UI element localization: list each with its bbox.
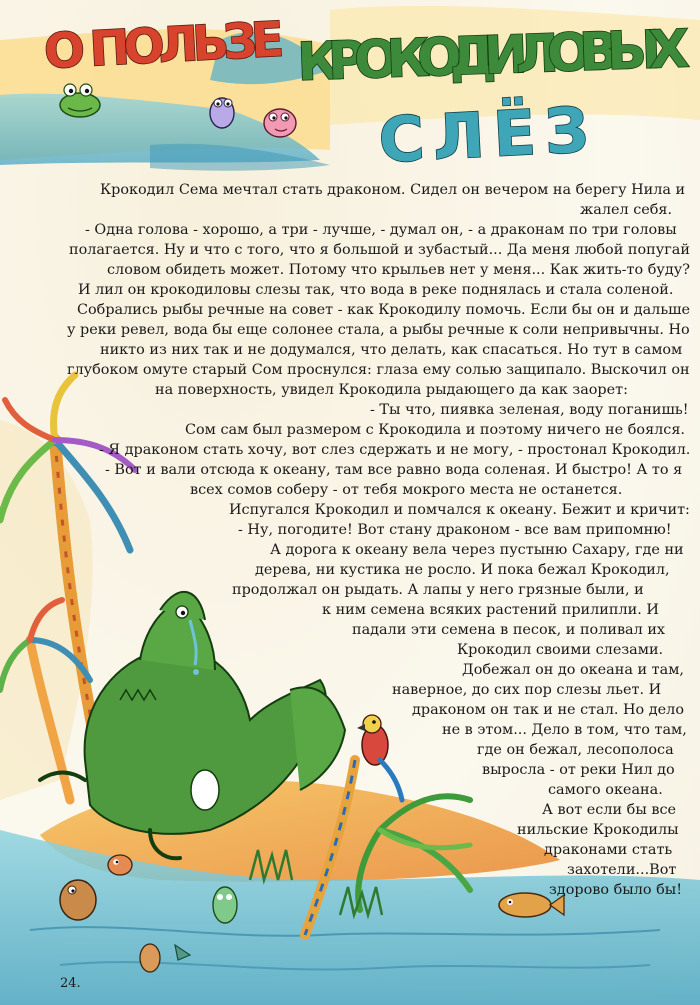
story-line: драконом он так и не стал. Но дело <box>412 702 684 718</box>
fish-icon <box>213 887 237 923</box>
fish-icon <box>60 880 96 920</box>
story-line: А дорога к океану вела через пустыню Сахару, где ни <box>270 542 684 558</box>
story-line: где он бежал, лесополоса <box>477 742 674 758</box>
story-line: - Одна голова - хорошо, а три - лучше, - думал он, - а драконам по три головы <box>85 222 677 238</box>
story-line: словом обидеть может. Потому что крыльев нет у меня... Как жить-то буду? <box>107 262 690 278</box>
story-line: падали эти семена в песок, и поливал их <box>352 622 666 638</box>
story-line: самого океана. <box>548 782 663 798</box>
story-line: на поверхность, увидел Крокодила рыдающего да как заорет: <box>155 382 628 398</box>
story-line: никто из них так и не додумался, что делать, как спасаться. Но тут в самом <box>100 342 683 358</box>
story-line: к ним семена всяких растений прилипли. И <box>322 602 659 618</box>
story-line: полагается. Ну и что с того, что я большой и зубастый... Да меня любой попугай <box>69 242 690 258</box>
story-line: драконами стать <box>544 842 673 858</box>
story-line: - Я драконом стать хочу, вот слез сдержать и не могу, - простонал Крокодил. <box>99 442 691 458</box>
story-line: не в этом... Дело в том, что там, <box>442 722 687 738</box>
story-line: выросла - от реки Нил до <box>482 762 675 778</box>
story-line: захотели...Вот <box>567 862 677 878</box>
title-part1: О ПОЛЬЗЕ <box>42 11 286 80</box>
story-line: глубоком омуте старый Сом проснулся: глаза ему солью защипало. Выскочил он <box>67 362 690 378</box>
fish-head-icon <box>264 109 296 137</box>
story-line: А вот если бы все <box>542 802 677 818</box>
fish-icon <box>108 855 132 875</box>
story-line: у реки ревел, вода бы еще солонее стала, а рыбы речные к соли непривычны. Но <box>67 322 690 338</box>
story-line: здорово было бы! <box>549 882 682 898</box>
story-line: всех сомов соберу - от тебя мокрого места не останется. <box>190 482 623 498</box>
story-line: - Ну, погодите! Вот стану драконом - все вам припомню! <box>238 522 672 538</box>
story-line: И лил он крокодиловы слезы так, что вода в реке поднялась и стала соленой. <box>78 282 674 298</box>
story-line: - Вот и вали отсюда к океану, там все равно вода соленая. И быстро! А то я <box>105 462 683 478</box>
fish-head-icon <box>210 98 234 128</box>
page-number: 24. <box>60 976 81 991</box>
story-line: наверное, до сих пор слезы льет. И <box>392 682 662 698</box>
story-line: Добежал он до океана и там, <box>462 662 684 678</box>
story-line: - Ты что, пиявка зеленая, воду поганишь! <box>370 402 689 418</box>
title-part3: СЛЁЗ <box>376 93 591 177</box>
story-line: Испугался Крокодил и помчался к океану. Бежит и кричит: <box>229 502 690 518</box>
title-part2: КРОКОДИЛОВЫХ <box>296 19 691 93</box>
story-line: Крокодил своими слезами. <box>457 642 664 658</box>
story-line: Крокодил Сема мечтал стать драконом. Сидел он вечером на берегу Нила и <box>100 182 686 198</box>
story-line: дерева, ни кустика не росло. И пока бежал Крокодил, <box>255 562 670 578</box>
story-line: Сом сам был размером с Крокодила и поэтому ничего не боялся. <box>185 422 686 438</box>
story-line: продолжал он рыдать. А лапы у него грязные были, и <box>232 582 644 598</box>
story-line: Собрались рыбы речные на совет - как Крокодилу помочь. Если бы он и дальше <box>77 302 691 318</box>
story-line: нильские Крокодилы <box>517 822 679 838</box>
story-line: жалел себя. <box>580 202 673 218</box>
